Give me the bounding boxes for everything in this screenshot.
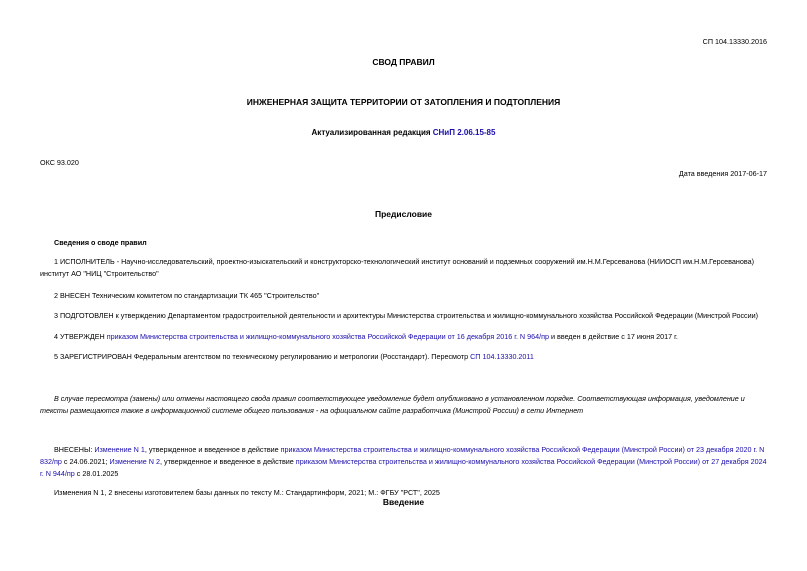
item-3: [40, 310, 770, 322]
item-4-suffix: и введен в действие с 17 июня 2017 г.: [549, 332, 678, 341]
item-4-prefix: 4 УТВЕРЖДЕН: [54, 332, 107, 341]
oks-code: ОКС 93.020: [40, 158, 79, 167]
item-5: [40, 351, 770, 363]
foreword-heading: Предисловие: [374, 209, 433, 219]
amendment-1-link[interactable]: Изменение N 1: [94, 445, 145, 454]
sp-2011-link[interactable]: СП 104.13330.2011: [470, 352, 534, 361]
info-heading: Сведения о своде правил: [54, 238, 147, 247]
introduction-date: Дата введения 2017-06-17: [678, 169, 767, 178]
order-964-link[interactable]: приказом Министерства строительства и жилищно-коммунального хозяйства Российской Федерации от 16 декабря 2016 г. N 964/пр: [106, 332, 549, 341]
item-1: [40, 256, 770, 280]
amendment-2-link[interactable]: Изменение N 2: [109, 457, 160, 466]
item-5-prefix: 5 ЗАРЕГИСТРИРОВАН Федеральным агентством по техническому регулированию и метрологии (Росстандарт). Пересмотр: [54, 352, 471, 361]
revision-notice-text: В случае пересмотра (замены) или отмены настоящего свода правил соответствующее уведомление будет опубликовано в установленном порядке. Соответствующая информация, уведомление и тексты размещаются также в информационной системе общего пользования - на официальном сайте разработчика (Минстрой России) в сети Интернет: [40, 394, 745, 415]
snip-link[interactable]: СНиП 2.06.15-85: [432, 128, 496, 137]
item-2: [40, 290, 770, 302]
item-2-text: 2 ВНЕСЕН Техническим комитетом по стандартизации ТК 465 "Строительство": [54, 291, 320, 300]
document-title: ИНЖЕНЕРНАЯ ЗАЩИТА ТЕРРИТОРИИ ОТ ЗАТОПЛЕНИЯ И ПОДТОПЛЕНИЯ: [246, 97, 561, 107]
document-code: СП 104.13330.2016: [702, 37, 767, 46]
revision-notice: [40, 393, 770, 417]
item-4: [40, 331, 770, 343]
doc-type-heading: СВОД ПРАВИЛ: [372, 57, 435, 67]
amend-text-2: с 24.06.2021;: [61, 457, 110, 466]
order-944-link[interactable]: приказом Министерства строительства и жилищно-коммунального хозяйства Российской Федерации (Минстрой России) от 27 декабря 2024 г. N 944/пр: [40, 457, 767, 478]
amend-text-1: , утвержденное и введенное в действие: [144, 445, 281, 454]
edition-line: [0, 128, 807, 137]
amend-text-4: с 28.01.2025: [74, 469, 119, 478]
edition-prefix: Актуализированная редакция: [311, 128, 433, 137]
changes-note: Изменения N 1, 2 внесены изготовителем базы данных по тексту М.: Стандартинформ, 2021; М.: ФГБУ "РСТ", 2025: [54, 488, 440, 497]
amend-intro: ВНЕСЕНЫ:: [54, 445, 95, 454]
introduction-heading: Введение: [382, 497, 425, 507]
amendments: [40, 444, 770, 480]
amend-text-3: , утвержденное и введенное в действие: [159, 457, 296, 466]
item-1-text: 1 ИСПОЛНИТЕЛЬ - Научно-исследовательский, проектно-изыскательский и конструкторско-технологический институт оснований и подземных сооружений им.Н.М.Герсеванова (НИИОСП им.Н.М.Герсеванова) институт АО "НИЦ "Строительство": [40, 257, 755, 278]
order-832-link[interactable]: приказом Министерства строительства и жилищно-коммунального хозяйства Российской Федерации (Минстрой России) от 23 декабря 2020 г. N 832/пр: [40, 445, 765, 466]
item-3-text: 3 ПОДГОТОВЛЕН к утверждению Департаментом градостроительной деятельности и архитектуры Министерства строительства и жилищно-коммунального хозяйства Российской Федерации (Минстрой России): [54, 311, 759, 320]
